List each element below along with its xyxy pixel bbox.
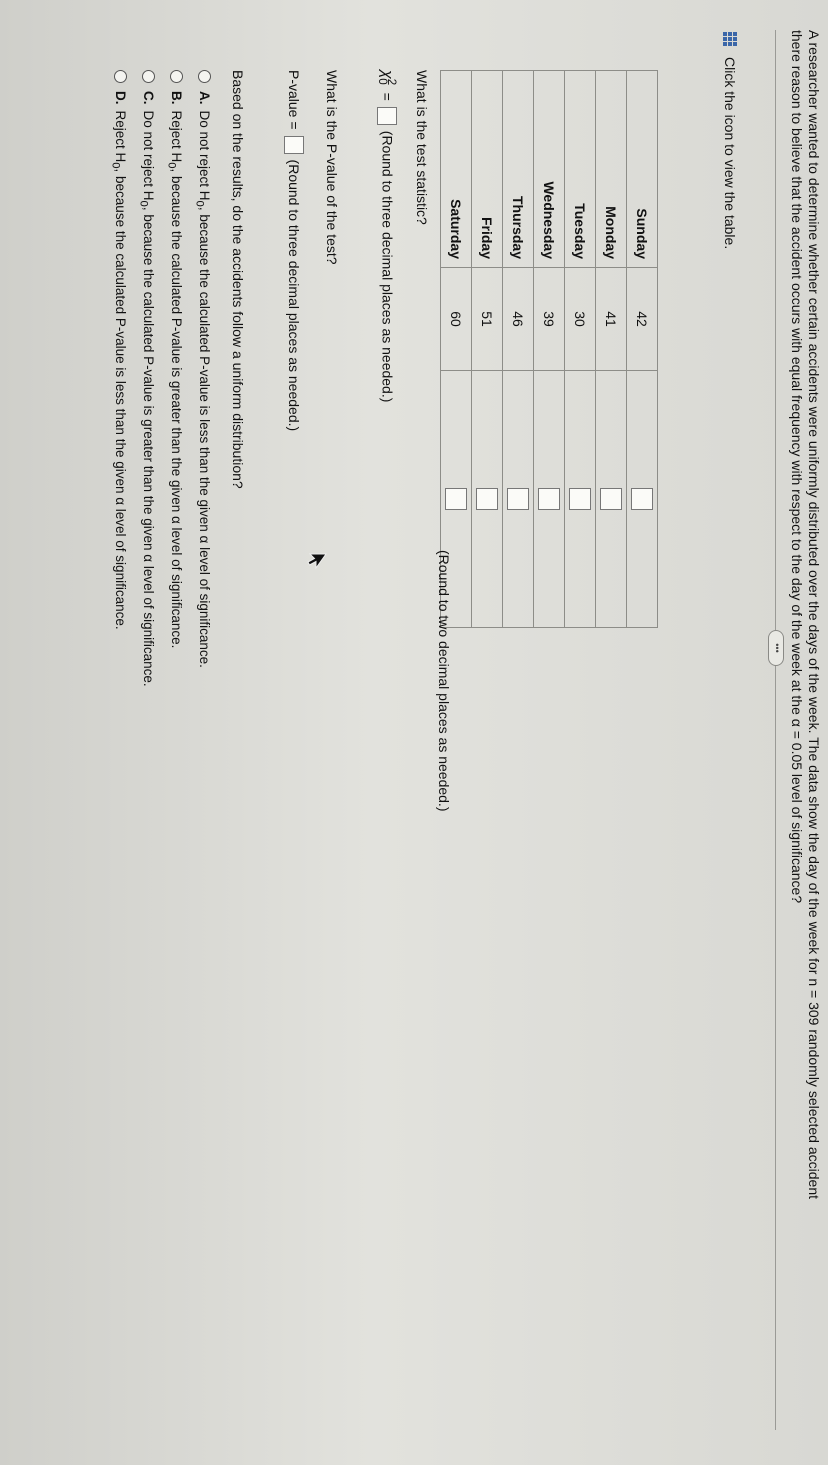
expected-input[interactable] <box>476 488 498 510</box>
count-cell: 42 <box>627 268 658 371</box>
section-divider <box>775 30 776 1430</box>
view-table-link[interactable] <box>722 32 738 249</box>
choice-text: Reject H <box>113 110 128 163</box>
choice-c[interactable] <box>137 70 156 687</box>
expected-input[interactable] <box>507 488 529 510</box>
choice-a[interactable] <box>193 70 212 668</box>
expected-cell <box>565 371 596 628</box>
expected-input[interactable] <box>631 488 653 510</box>
choice-d[interactable] <box>109 70 128 630</box>
count-cell: 51 <box>472 268 503 371</box>
choice-subscript: 0 <box>193 200 206 207</box>
expected-input[interactable] <box>600 488 622 510</box>
table-row <box>565 71 596 628</box>
chi-superscript: 2 <box>385 78 398 86</box>
choice-letter: A. <box>197 91 212 105</box>
mouse-cursor-icon <box>306 552 328 574</box>
choice-subscript: 0 <box>165 162 178 169</box>
radio-button-a[interactable] <box>198 70 211 83</box>
view-table-label: Click the icon to view the table. <box>722 57 738 250</box>
choice-letter: B. <box>169 91 184 105</box>
choice-subscript: 0 <box>137 200 150 207</box>
radio-button-c[interactable] <box>142 70 155 83</box>
table-row <box>503 71 534 628</box>
expected-cell <box>503 371 534 628</box>
expected-input[interactable] <box>569 488 591 510</box>
choice-text: Reject H <box>169 110 184 163</box>
equals-sign: = <box>379 92 396 101</box>
choice-text-rest: , because the calculated P-value is greater than the given α level of significance. <box>169 168 184 649</box>
test-statistic-hint: (Round to three decimal places as needed.) <box>379 130 396 403</box>
table-row <box>596 71 627 628</box>
table-icon[interactable] <box>722 32 737 47</box>
expected-input[interactable] <box>445 488 467 510</box>
question-text-line-2: there reason to believe that the accident occurs with equal frequency with respect to the day of the week at the α = 0.05 level of significance? <box>789 30 805 904</box>
test-statistic-question: What is the test statistic? <box>414 70 430 225</box>
choice-b[interactable] <box>165 70 184 648</box>
conclusion-question: Based on the results, do the accidents follow a uniform distribution? <box>230 70 246 489</box>
choice-text-rest: , because the calculated P-value is less than the given α level of significance. <box>113 168 128 630</box>
choice-text-rest: , because the calculated P-value is greater than the given α level of significance. <box>141 206 156 687</box>
count-cell: 41 <box>596 268 627 371</box>
p-value-hint: (Round to three decimal places as needed.) <box>286 159 302 432</box>
p-value-answer-row <box>284 70 304 431</box>
expected-cell <box>627 371 658 628</box>
test-statistic-answer-row <box>376 70 398 402</box>
expected-cell <box>596 371 627 628</box>
p-value-input[interactable] <box>284 136 304 154</box>
day-cell: Friday <box>472 71 503 268</box>
expected-cell <box>472 371 503 628</box>
data-table <box>440 70 658 628</box>
expand-handle-button[interactable]: ••• <box>768 630 784 666</box>
radio-button-d[interactable] <box>114 70 127 83</box>
table-row <box>534 71 565 628</box>
count-cell: 30 <box>565 268 596 371</box>
choice-text: Do not reject H <box>141 110 156 201</box>
choice-letter: D. <box>113 91 128 105</box>
table-row <box>627 71 658 628</box>
count-cell: 60 <box>441 268 472 371</box>
p-value-question: What is the P-value of the test? <box>324 70 340 265</box>
choice-text-rest: , because the calculated P-value is less than the given α level of significance. <box>197 206 212 668</box>
table-row <box>472 71 503 628</box>
day-cell: Thursday <box>503 71 534 268</box>
day-cell: Sunday <box>627 71 658 268</box>
expected-input[interactable] <box>538 488 560 510</box>
count-cell: 39 <box>534 268 565 371</box>
count-cell: 46 <box>503 268 534 371</box>
chi-symbol: χ <box>378 70 396 79</box>
choice-text: Do not reject H <box>197 110 212 201</box>
chi-subscript: 0 <box>375 78 389 85</box>
table-rounding-note: (Round to two decimal places as needed.) <box>436 550 452 812</box>
table-row <box>441 71 472 628</box>
question-text-line-1: A researcher wanted to determine whether certain accidents were uniformly distributed over the days of the week. The data show the day of the week for n = 309 randomly selected accident <box>806 30 822 1199</box>
day-cell: Monday <box>596 71 627 268</box>
day-cell: Wednesday <box>534 71 565 268</box>
test-statistic-input[interactable] <box>377 107 397 125</box>
day-cell: Tuesday <box>565 71 596 268</box>
p-value-label: P-value = <box>286 70 302 130</box>
day-cell: Saturday <box>441 71 472 268</box>
radio-button-b[interactable] <box>170 70 183 83</box>
expected-cell <box>534 371 565 628</box>
choice-subscript: 0 <box>109 162 122 169</box>
choice-letter: C. <box>141 91 156 105</box>
